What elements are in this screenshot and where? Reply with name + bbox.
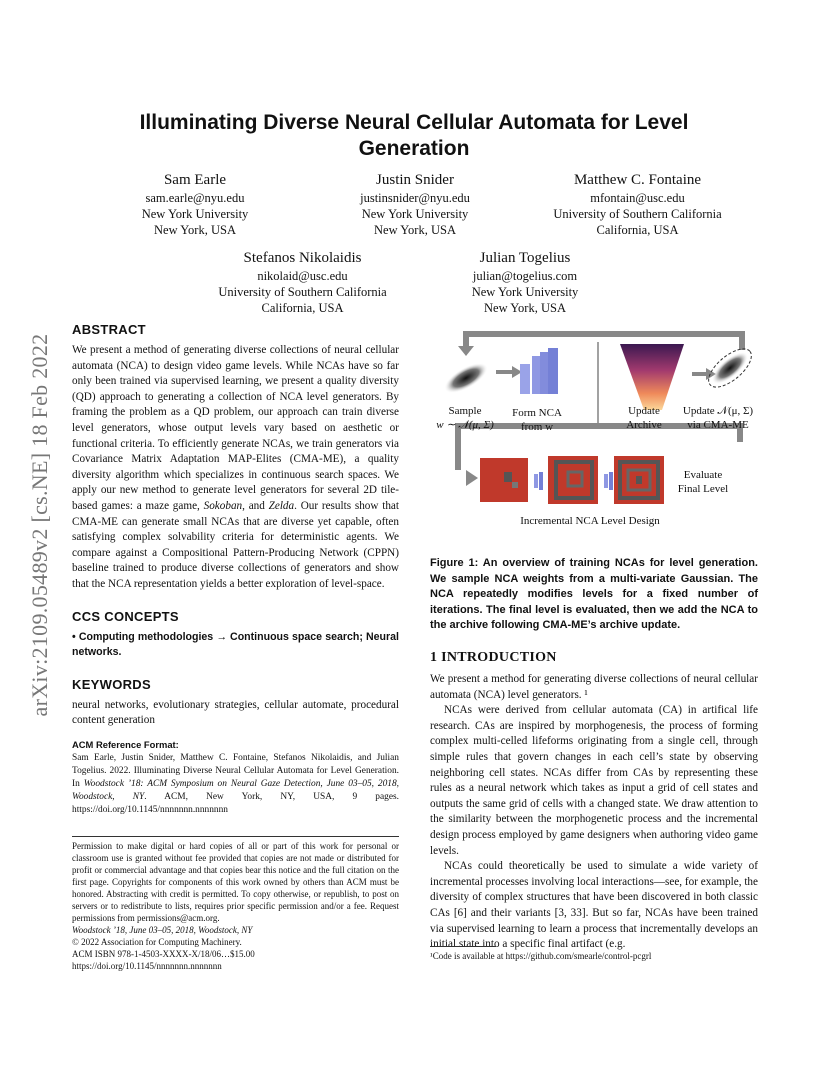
abstract-heading: ABSTRACT (72, 322, 146, 337)
figure-caption: Figure 1: An overview of training NCAs for level generation. We sample NCA weights from a multi-variate Gaussian. The NCA repeatedly modifies levels for a fixed number of iterations. The final level is evaluated, then we add the NCA to the archive following CMA-ME’s archive update. (430, 557, 758, 631)
intro-p2: NCAs were derived from cellular automata (CA) in artifical life research. CAs are inspired by morphogenesis, the process of forming complex multi-celled lifeforms originating from a single cell, through simple rules that govern changes in each cell’s state by observing neighboring cell states. NCAs differ from CAs by representing these rules as a neural network which takes as input a grid of cell states and outputs the same grid of cells with a changed state. We draw attention to the similarity between the morphogenetic process and the incremental design process employed by game designers when authoring video game levels. (430, 704, 758, 857)
fig-sample-label: Sample w ∼ 𝒩(μ, Σ) (436, 405, 494, 431)
intro-footnote: ¹Code is available at https://github.com/smearle/control-pcgrl (430, 951, 652, 961)
author-location: New York, USA (154, 223, 236, 237)
author-email[interactable]: julian@togelius.com (472, 269, 578, 283)
archive-icon (620, 344, 684, 410)
loop-arrow (466, 334, 742, 350)
intro-footnote-rule (430, 946, 496, 947)
nca-small-icon (534, 472, 543, 490)
author-affiliation: New York University (471, 285, 579, 299)
nca-layers-icon (520, 348, 558, 394)
author-block (110, 170, 280, 238)
author-email[interactable]: nikolaid@usc.edu (257, 269, 348, 283)
author-email[interactable]: mfontain@usc.edu (590, 191, 685, 205)
author-affiliation: New York University (141, 207, 249, 221)
intro-heading: 1 INTRODUCTION (430, 650, 557, 665)
author-name: Julian Togelius (479, 250, 571, 266)
author-affiliation: University of Southern California (218, 285, 387, 299)
author-name: Matthew C. Fontaine (573, 172, 702, 188)
author-block (330, 170, 500, 238)
author-name: Justin Snider (376, 172, 454, 188)
author-block (440, 248, 610, 316)
arxiv-id: arXiv:2109.05489v2 [cs.NE] 18 Feb 2022 (27, 333, 52, 717)
down-arrow-icon (458, 346, 474, 356)
copyright-line: © 2022 Association for Computing Machinery. (72, 937, 242, 947)
doi-link[interactable]: https://doi.org/10.1145/nnnnnnn.nnnnnnn (72, 961, 222, 971)
fig-form-label: Form NCA from w (512, 407, 562, 433)
author-affiliation: University of Southern California (553, 207, 722, 221)
keywords-heading: KEYWORDS (72, 676, 151, 692)
ccs-text: • Computing methodologies → Continuous space search; Neural networks. (72, 630, 399, 659)
author-email[interactable]: sam.earle@nyu.edu (145, 191, 245, 205)
level-3-thumbnail (614, 456, 664, 504)
author-block (195, 248, 410, 316)
arxiv-sidebar (20, 290, 60, 760)
fig-update-n-label: Update 𝒩(μ, Σ) via CMA-ME (682, 405, 754, 431)
fig-update-label: Update Archive (626, 405, 662, 431)
left-column (72, 322, 399, 817)
nca-small-icon (604, 472, 613, 490)
author-location: New York, USA (374, 223, 456, 237)
permissions-block (72, 840, 399, 972)
abstract-text: We present a method of generating diverse collections of neural cellular automata (NCA) to design video game levels. While NCAs have so far only been trained via supervised learning, we present a quality diversity (QD) approach to generating a collection of NCA level generators. By framing the problem as a QD problem, our approach can train diverse level generators, whose output levels vary based on aesthetic or functional criteria. To efficiently generate NCAs, we train generators via Covariance Matrix Adaptation MAP-Elites (CMA-ME), a quality diversity algorithm which specializes in continuous search spaces. We apply our new method to generate level generators for several 2D tile-based games: a maze game, Sokoban, and Zelda. Our results show that CMA-ME can generate small NCAs that are diverse yet capable, often satisfying complex solvability criteria for deterministic agents. We compare against a Compositional Pattern-Producing Network (CPPN) baseline trained to produce diverse collections of generators and show that the NCA representation yields a better exploration of level-space. (72, 344, 400, 590)
intro-p3: NCAs could theoretically be used to simulate a wide variety of incremental processes involving local interactions—see, for example, the diversity of complex structures that have been discovered in both classic CAs [6] and their variants [3, 33]. But so far, NCAs have been trained via supervised learning to learn a process that incrementally develops an initial state into a specific final artifact (e.g. (430, 860, 758, 951)
fig-bottom-label: Incremental NCA Level Design (520, 515, 660, 527)
footnote-rule (72, 836, 399, 837)
permissions-venue: Woodstock ’18, June 03–05, 2018, Woodstock, NY (72, 925, 253, 935)
ccs-heading: CCS CONCEPTS (72, 608, 179, 624)
keywords-text: neural networks, evolutionary strategies, cellular automate, procedural content generation (72, 698, 399, 727)
acm-ref-heading: ACM Reference Format: (72, 738, 179, 750)
author-location: California, USA (596, 223, 679, 237)
isbn-line: ACM ISBN 978-1-4503-XXXX-X/18/06…$15.00 (72, 949, 255, 959)
author-block (530, 170, 745, 238)
acm-ref-text: Sam Earle, Justin Snider, Matthew C. Fontaine, Stefanos Nikolaidis, and Julian Togelius. 2022. Illuminating Diverse Neural Cellular Automata for Level Generation. In Woodstock ’18: ACM Symposium on Neural Gaze Detection, June 03–05, 2018, Woodstock, NY. ACM, New York, NY, USA, 9 pages. https://doi.org/10.1145/nnnnnnn.nnnnnnn (72, 752, 399, 815)
author-location: New York, USA (484, 301, 566, 315)
level-1-thumbnail (480, 458, 528, 502)
fig-evaluate-label: Evaluate Final Level (677, 469, 729, 495)
intro-p1: We present a method for generating diverse collections of neural cellular automata (NCA) level generators. ¹ (430, 673, 758, 701)
paper-title: Illuminating Diverse Neural Cellular Automata for Level Generation (139, 111, 689, 160)
intro-section (430, 650, 758, 953)
figure-1 (430, 322, 760, 534)
author-name: Stefanos Nikolaidis (243, 250, 362, 266)
author-affiliation: New York University (361, 207, 469, 221)
level-2-thumbnail (548, 456, 598, 504)
author-email[interactable]: justinsnider@nyu.edu (360, 191, 470, 205)
permissions-text: Permission to make digital or hard copies of all or part of this work for personal or classroom use is granted without fee provided that copies are not made or distributed for profit or commercial advantage and that copies bear this notice and the full citation on the first page. Copyrights for components of this work owned by others than ACM must be honored. Abstracting with credit is permitted. To copy otherwise, or republish, to post on servers or to redistribute to lists, requires prior specific permission and/or a fee. Request permissions from permissions@acm.org. (72, 841, 399, 923)
author-location: California, USA (261, 301, 344, 315)
author-name: Sam Earle (163, 172, 227, 188)
gaussian-blob-icon (440, 357, 492, 398)
